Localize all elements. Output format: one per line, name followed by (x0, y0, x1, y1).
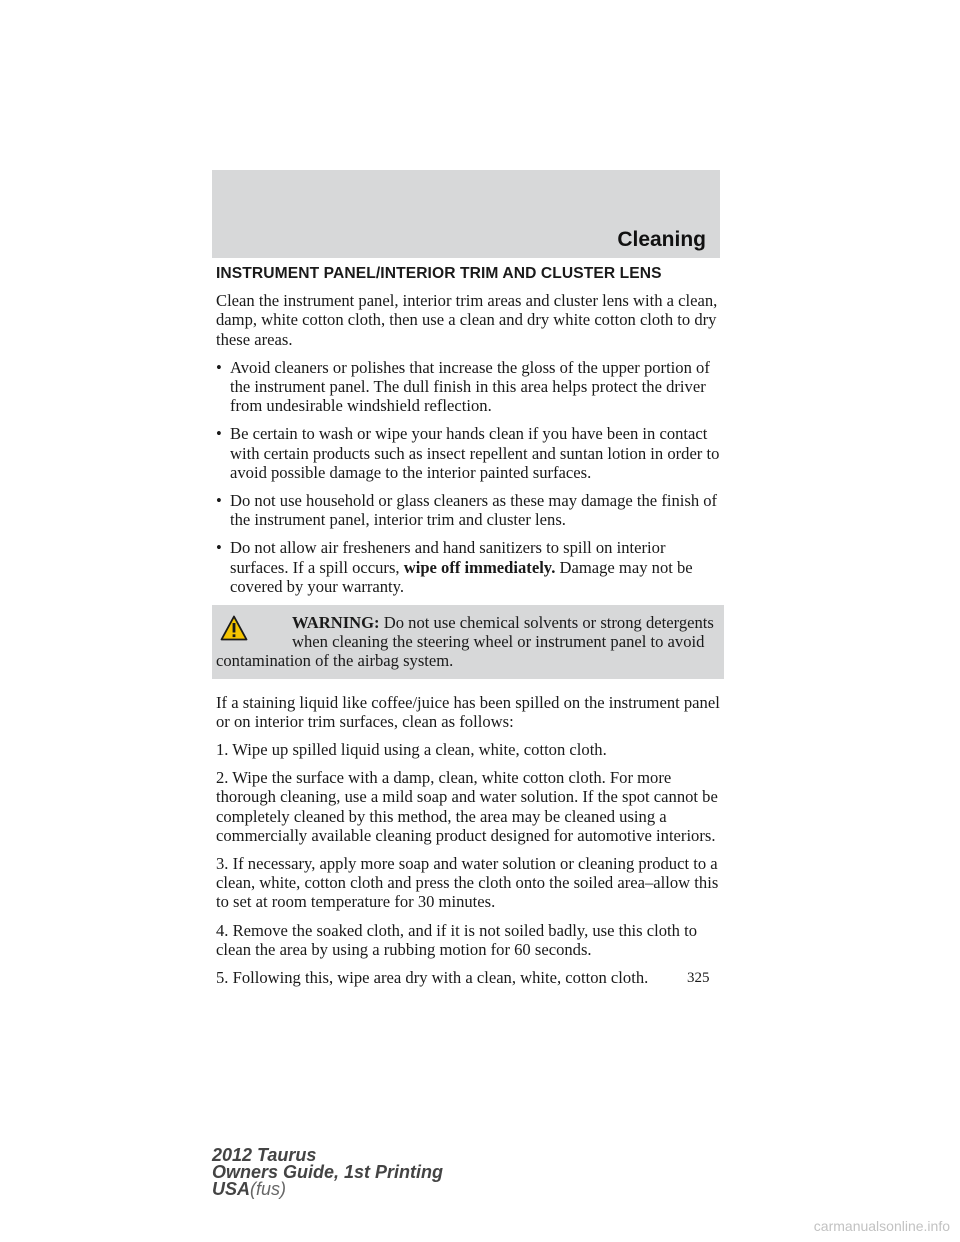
list-item-text: Be certain to wash or wipe your hands clean if you have been in contact with certain products such as insect repellent and suntan lotion in order to avoid possible damage to the interior painted surfaces. (230, 424, 720, 482)
bullet-symbol: • (216, 424, 222, 444)
list-item (216, 538, 722, 596)
staining-intro: If a staining liquid like coffee/juice has been spilled on the instrument panel or on interior trim surfaces, clean as follows: (216, 692, 720, 731)
list-item (216, 358, 722, 416)
step-4: 4. Remove the soaked cloth, and if it is not soiled badly, use this cloth to clean the area by using a rubbing motion for 60 seconds. (216, 920, 697, 959)
list-item-text: Do not use household or glass cleaners as these may damage the finish of the instrument panel, interior trim and cluster lens. (230, 491, 718, 530)
warning-label: WARNING: (292, 613, 380, 633)
emphasis-text: wipe off immediately. (403, 557, 556, 577)
warning-text-block (216, 613, 718, 651)
page-number: 325 (687, 970, 710, 986)
step-5: 5. Following this, wipe area dry with a clean, white, cotton cloth. (216, 968, 649, 988)
list-item-text-after: Damage may not be covered by your warranty. (230, 557, 693, 596)
footer-line-2: Owners Guide, 1st Printing (212, 1162, 444, 1182)
step-2: 2. Wipe the surface with a damp, clean, white cotton cloth. For more thorough cleaning, use a mild soap and water solution. If the spot cannot be completely cleaned by this method, the area may be cleaned using a commercially available cleaning product designed for automotive interiors. (216, 768, 718, 845)
section-header-box (212, 170, 720, 258)
section-heading: INSTRUMENT PANEL/INTERIOR TRIM AND CLUSTER LENS (216, 265, 662, 282)
footer-line-3 (212, 1181, 443, 1198)
bullet-symbol: • (216, 357, 222, 377)
warning-box (212, 605, 724, 679)
page-content (216, 264, 722, 996)
step-1: 1. Wipe up spilled liquid using a clean, white, cotton cloth. (216, 740, 607, 760)
footer-region: USA (212, 1179, 251, 1199)
footer-code: (fus) (250, 1179, 287, 1199)
bullet-symbol: • (216, 491, 222, 511)
document-footer (212, 1147, 443, 1198)
bullet-symbol: • (216, 538, 222, 558)
footer-line-1: 2012 Taurus (212, 1145, 317, 1165)
section-title: Cleaning (617, 228, 706, 251)
intro-paragraph: Clean the instrument panel, interior trim areas and cluster lens with a clean, damp, white cotton cloth, then use a clean and dry white cotton cloth to dry these areas. (216, 291, 718, 349)
list-item-text-before: Do not allow air fresheners and hand sanitizers to spill on interior surfaces. If a spill occurs, (230, 538, 666, 577)
list-item (216, 424, 722, 482)
warning-text-continued: contamination of the airbag system. (216, 651, 454, 671)
list-item (216, 491, 722, 529)
watermark: carmanualsonline.info (813, 1218, 950, 1234)
list-item-text: Avoid cleaners or polishes that increase the gloss of the upper portion of the instrument panel. The dull finish in this area helps protect the driver from undesirable windshield reflection. (230, 357, 710, 416)
tips-list (216, 358, 722, 596)
step-3: 3. If necessary, apply more soap and water solution or cleaning product to a clean, white, cotton cloth and press the cloth onto the soiled area–allow this to set at room temperature for 30 minutes. (216, 854, 719, 912)
warning-triangle-icon (220, 615, 248, 641)
warning-text: Do not use chemical solvents or strong detergents when cleaning the steering wheel or instrument panel to avoid (292, 613, 714, 652)
